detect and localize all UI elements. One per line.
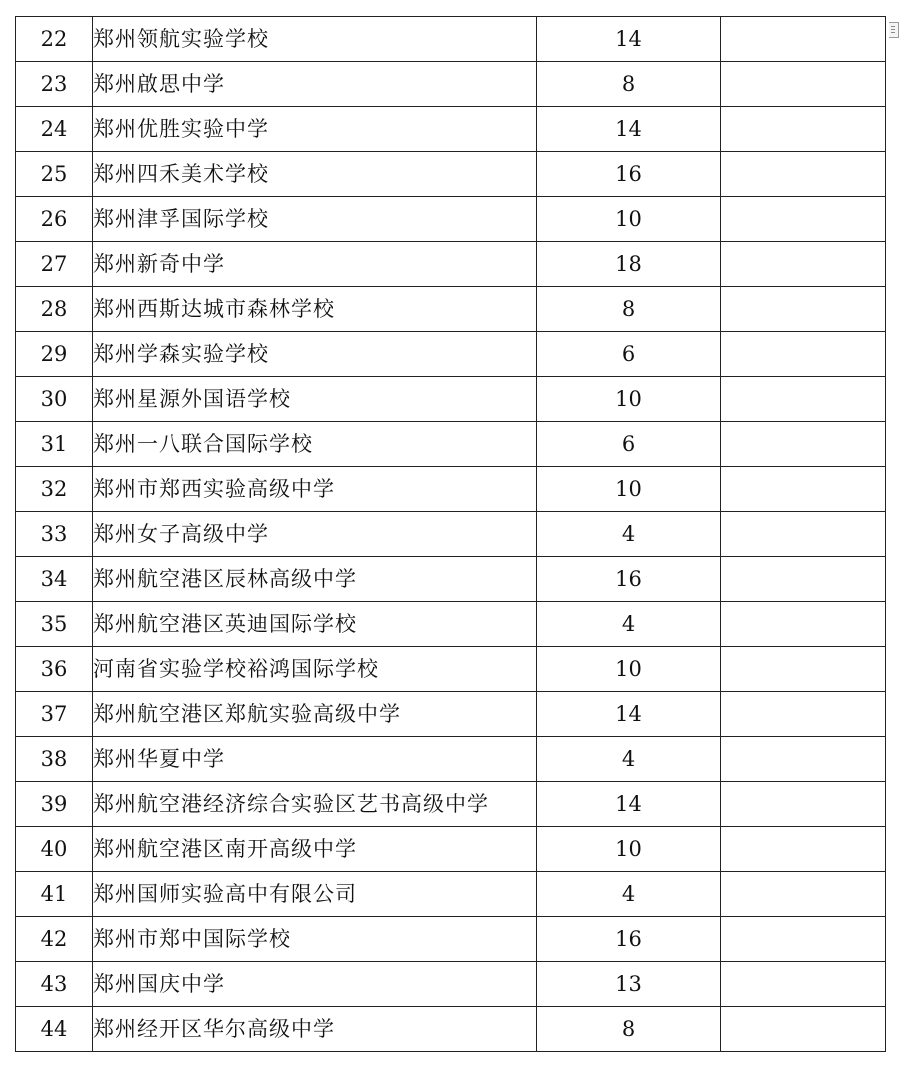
- row-number-cell: 32: [16, 467, 93, 512]
- remark-cell: [721, 422, 886, 467]
- school-name-cell: 郑州航空港区郑航实验高级中学: [93, 692, 537, 737]
- quota-count-cell: 14: [537, 17, 721, 62]
- table-body: [16, 17, 886, 1052]
- quota-count-cell: 16: [537, 152, 721, 197]
- quota-count-cell: 4: [537, 737, 721, 782]
- school-name-cell: 郑州经开区华尔高级中学: [93, 1007, 537, 1052]
- quota-count-cell: 8: [537, 62, 721, 107]
- school-name-cell: 郑州女子高级中学: [93, 512, 537, 557]
- quota-count-cell: 10: [537, 377, 721, 422]
- remark-cell: [721, 962, 886, 1007]
- remark-cell: [721, 197, 886, 242]
- quota-count-cell: 13: [537, 962, 721, 1007]
- quota-count-cell: 6: [537, 422, 721, 467]
- table-row: [16, 557, 886, 602]
- table-row: [16, 17, 886, 62]
- remark-cell: [721, 557, 886, 602]
- table-row: [16, 422, 886, 467]
- quota-count-cell: 14: [537, 782, 721, 827]
- school-name-cell: 郑州航空港区英迪国际学校: [93, 602, 537, 647]
- row-number-cell: 36: [16, 647, 93, 692]
- table-row: [16, 107, 886, 152]
- table-row: [16, 917, 886, 962]
- remark-cell: [721, 17, 886, 62]
- row-number-cell: 22: [16, 17, 93, 62]
- row-number-cell: 30: [16, 377, 93, 422]
- row-number-cell: 33: [16, 512, 93, 557]
- quota-count-cell: 18: [537, 242, 721, 287]
- remark-cell: [721, 602, 886, 647]
- school-name-cell: 郑州领航实验学校: [93, 17, 537, 62]
- remark-cell: [721, 377, 886, 422]
- row-number-cell: 34: [16, 557, 93, 602]
- remark-cell: [721, 467, 886, 512]
- table-row: [16, 197, 886, 242]
- quota-count-cell: 4: [537, 512, 721, 557]
- remark-cell: [721, 62, 886, 107]
- row-number-cell: 29: [16, 332, 93, 377]
- remark-cell: [721, 647, 886, 692]
- school-name-cell: 郑州星源外国语学校: [93, 377, 537, 422]
- row-number-cell: 38: [16, 737, 93, 782]
- table-row: [16, 242, 886, 287]
- page-edge-icon: [889, 22, 899, 38]
- quota-count-cell: 4: [537, 602, 721, 647]
- quota-count-cell: 16: [537, 917, 721, 962]
- table-row: [16, 467, 886, 512]
- remark-cell: [721, 152, 886, 197]
- row-number-cell: 24: [16, 107, 93, 152]
- remark-cell: [721, 872, 886, 917]
- row-number-cell: 40: [16, 827, 93, 872]
- school-name-cell: 郑州四禾美术学校: [93, 152, 537, 197]
- remark-cell: [721, 692, 886, 737]
- table-row: [16, 152, 886, 197]
- table-row: [16, 62, 886, 107]
- row-number-cell: 27: [16, 242, 93, 287]
- remark-cell: [721, 512, 886, 557]
- quota-count-cell: 16: [537, 557, 721, 602]
- remark-cell: [721, 332, 886, 377]
- quota-count-cell: 4: [537, 872, 721, 917]
- school-name-cell: 郑州国师实验高中有限公司: [93, 872, 537, 917]
- row-number-cell: 43: [16, 962, 93, 1007]
- school-name-cell: 郑州津孚国际学校: [93, 197, 537, 242]
- remark-cell: [721, 287, 886, 332]
- row-number-cell: 28: [16, 287, 93, 332]
- table-row: [16, 377, 886, 422]
- row-number-cell: 39: [16, 782, 93, 827]
- table-row: [16, 602, 886, 647]
- table-row: [16, 647, 886, 692]
- remark-cell: [721, 827, 886, 872]
- quota-count-cell: 8: [537, 287, 721, 332]
- table-row: [16, 1007, 886, 1052]
- school-name-cell: 郑州新奇中学: [93, 242, 537, 287]
- row-number-cell: 42: [16, 917, 93, 962]
- table-row: [16, 692, 886, 737]
- table-row: [16, 782, 886, 827]
- school-name-cell: 郑州一八联合国际学校: [93, 422, 537, 467]
- school-name-cell: 郑州华夏中学: [93, 737, 537, 782]
- table-row: [16, 827, 886, 872]
- table-row: [16, 287, 886, 332]
- quota-count-cell: 10: [537, 827, 721, 872]
- row-number-cell: 37: [16, 692, 93, 737]
- remark-cell: [721, 782, 886, 827]
- school-name-cell: 郑州市郑中国际学校: [93, 917, 537, 962]
- school-name-cell: 郑州优胜实验中学: [93, 107, 537, 152]
- school-quota-table: [15, 16, 886, 1052]
- row-number-cell: 23: [16, 62, 93, 107]
- school-name-cell: 郑州市郑西实验高级中学: [93, 467, 537, 512]
- row-number-cell: 25: [16, 152, 93, 197]
- row-number-cell: 44: [16, 1007, 93, 1052]
- quota-count-cell: 10: [537, 197, 721, 242]
- quota-count-cell: 10: [537, 647, 721, 692]
- quota-count-cell: 8: [537, 1007, 721, 1052]
- school-name-cell: 郑州学森实验学校: [93, 332, 537, 377]
- quota-count-cell: 6: [537, 332, 721, 377]
- school-name-cell: 郑州航空港区南开高级中学: [93, 827, 537, 872]
- row-number-cell: 26: [16, 197, 93, 242]
- quota-count-cell: 10: [537, 467, 721, 512]
- school-name-cell: 郑州西斯达城市森林学校: [93, 287, 537, 332]
- remark-cell: [721, 917, 886, 962]
- remark-cell: [721, 737, 886, 782]
- quota-count-cell: 14: [537, 692, 721, 737]
- table-row: [16, 962, 886, 1007]
- school-name-cell: 河南省实验学校裕鸿国际学校: [93, 647, 537, 692]
- remark-cell: [721, 1007, 886, 1052]
- remark-cell: [721, 242, 886, 287]
- row-number-cell: 35: [16, 602, 93, 647]
- school-name-cell: 郑州国庆中学: [93, 962, 537, 1007]
- table-row: [16, 872, 886, 917]
- school-name-cell: 郑州航空港经济综合实验区艺书高级中学: [93, 782, 537, 827]
- row-number-cell: 31: [16, 422, 93, 467]
- table-row: [16, 332, 886, 377]
- quota-count-cell: 14: [537, 107, 721, 152]
- table-row: [16, 737, 886, 782]
- school-name-cell: 郑州航空港区辰林高级中学: [93, 557, 537, 602]
- remark-cell: [721, 107, 886, 152]
- row-number-cell: 41: [16, 872, 93, 917]
- table-row: [16, 512, 886, 557]
- school-name-cell: 郑州啟思中学: [93, 62, 537, 107]
